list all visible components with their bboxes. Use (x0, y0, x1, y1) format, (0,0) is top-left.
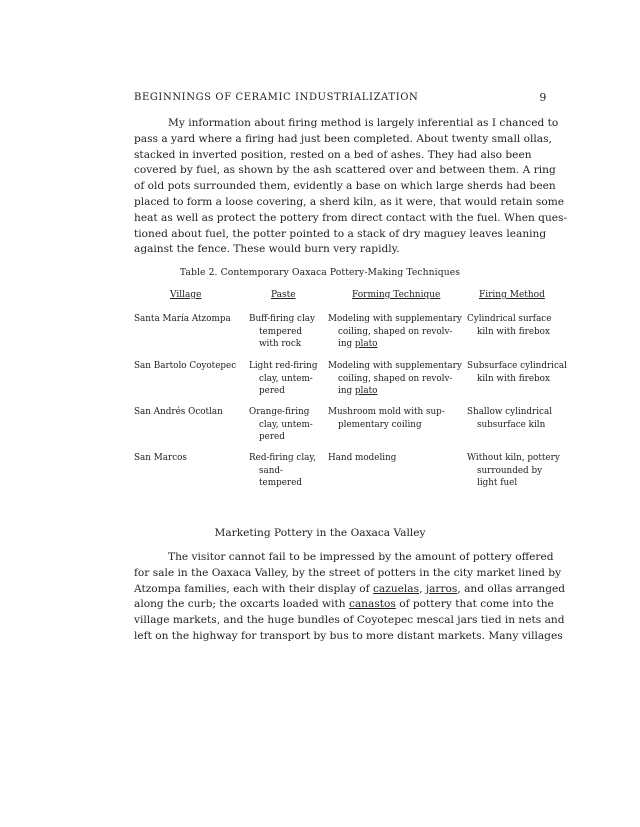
cell-line: Shallow cylindrical (467, 407, 553, 417)
paragraph-line: pass a yard where a firing had just been completed. About twenty small ollas, (134, 132, 552, 145)
cell-line: Santa María Atzompa (134, 314, 231, 324)
paragraph-line: along the curb; the oxcarts loaded with canastos of pottery that come into the (134, 598, 554, 611)
table-cell-paste (249, 360, 317, 398)
cell-line: coiling, shaped on revolv- (338, 373, 453, 384)
cell-line: clay, untem- (259, 373, 313, 384)
column-header-village: Village (170, 290, 202, 300)
table-cell-paste (249, 406, 313, 444)
table-cell-firing (467, 360, 567, 385)
cell-line: San Marcos (134, 453, 187, 463)
running-head (134, 92, 547, 103)
cell-line: tempered (259, 326, 302, 337)
table-cell-village (134, 406, 223, 419)
cell-line: surrounded by (477, 465, 543, 476)
column-header-firing: Firing Method (479, 290, 545, 300)
table-cell-village (134, 313, 231, 326)
cell-line: Subsurface cylindrical (467, 361, 567, 371)
column-header-forming: Forming Technique (352, 290, 441, 300)
paragraph-line: stacked in inverted position, rested on a bed of ashes. They had also been (134, 148, 532, 161)
section-heading: Marketing Pottery in the Oaxaca Valley (214, 527, 426, 539)
cell-line: Modeling with supplementary (328, 314, 462, 324)
cell-line: ing plato (338, 339, 378, 349)
table-cell-firing (467, 313, 551, 338)
table-cell-forming (328, 313, 462, 351)
cell-line: Without kiln, pottery (467, 453, 560, 463)
table-cell-paste (249, 452, 316, 490)
paragraph-line: against the fence. These would burn very rapidly. (134, 243, 400, 256)
cell-line: light fuel (477, 478, 518, 488)
cell-line: kiln with firebox (477, 373, 550, 384)
table-cell-forming (328, 452, 396, 465)
paragraph-line: My information about firing method is largely inferential as I chanced to (168, 117, 559, 129)
paragraph-line: village markets, and the huge bundles of Coyotepec mescal jars tied in nets and (134, 614, 565, 627)
column-header-paste: Paste (271, 290, 296, 300)
cell-line: Red-firing clay, (249, 453, 316, 463)
running-head-title: BEGINNINGS OF CERAMIC INDUSTRIALIZATION (134, 92, 419, 103)
cell-line: sand- (259, 465, 284, 476)
cell-line: Modeling with supplementary (328, 361, 462, 371)
cell-line: plementary coiling (338, 419, 422, 430)
cell-line: Light red-firing (249, 361, 318, 371)
paragraph-line: covered by fuel, as shown by the ash scattered over and between them. A ring (134, 164, 556, 177)
page-number: 9 (539, 91, 547, 104)
cell-line: coiling, shaped on revolv- (338, 326, 453, 337)
paragraph-line: heat as well as protect the pottery from direct contact with the fuel. When ques- (134, 211, 568, 224)
paragraph-firing-method (134, 116, 568, 258)
paragraph-line: The visitor cannot fail to be impressed by the amount of pottery offered (168, 551, 554, 563)
cell-line: Mushroom mold with sup- (328, 407, 445, 417)
table-cell-firing (467, 452, 560, 490)
table-cell-forming (328, 406, 445, 431)
cell-line: Cylindrical surface (467, 314, 552, 324)
paragraph-line: Atzompa families, each with their display of cazuelas, jarros, and ollas arranged (134, 582, 566, 595)
cell-line: Buff-firing clay (249, 314, 315, 324)
table-cell-paste (249, 313, 315, 351)
paragraph-line: tioned about fuel, the potter pointed to a stack of dry maguey leaves leaning (134, 227, 547, 240)
cell-line: pered (259, 432, 285, 442)
cell-line: clay, untem- (259, 419, 313, 430)
paragraph-marketing (134, 550, 566, 645)
paragraph-line: of old pots surrounded them, evidently a base on which large sherds had been (134, 180, 556, 193)
cell-line: pered (259, 386, 285, 396)
paragraph-line: for sale in the Oaxaca Valley, by the street of potters in the city market lined by (134, 566, 562, 579)
table-cell-firing (467, 406, 552, 431)
paragraph-line: left on the highway for transport by bus to more distant markets. Many villages (134, 629, 563, 642)
cell-line: Orange-firing (249, 407, 310, 417)
table-caption: Table 2. Contemporary Oaxaca Pottery-Making Techniques (179, 267, 461, 278)
cell-line: ing plato (338, 386, 378, 396)
table-cell-forming (328, 360, 462, 398)
cell-line: Hand modeling (328, 453, 397, 463)
cell-line: kiln with firebox (477, 326, 550, 337)
cell-line: San Bartolo Coyotepec (134, 361, 237, 371)
table-cell-village (134, 452, 187, 465)
paragraph-line: placed to form a loose covering, a sherd kiln, as it were, that would retain some (134, 195, 565, 208)
cell-line: with rock (259, 339, 302, 349)
cell-line: subsurface kiln (477, 419, 546, 430)
cell-line: tempered (259, 478, 302, 488)
cell-line: San Andrés Ocotlan (134, 407, 223, 417)
table-cell-village (134, 360, 236, 373)
